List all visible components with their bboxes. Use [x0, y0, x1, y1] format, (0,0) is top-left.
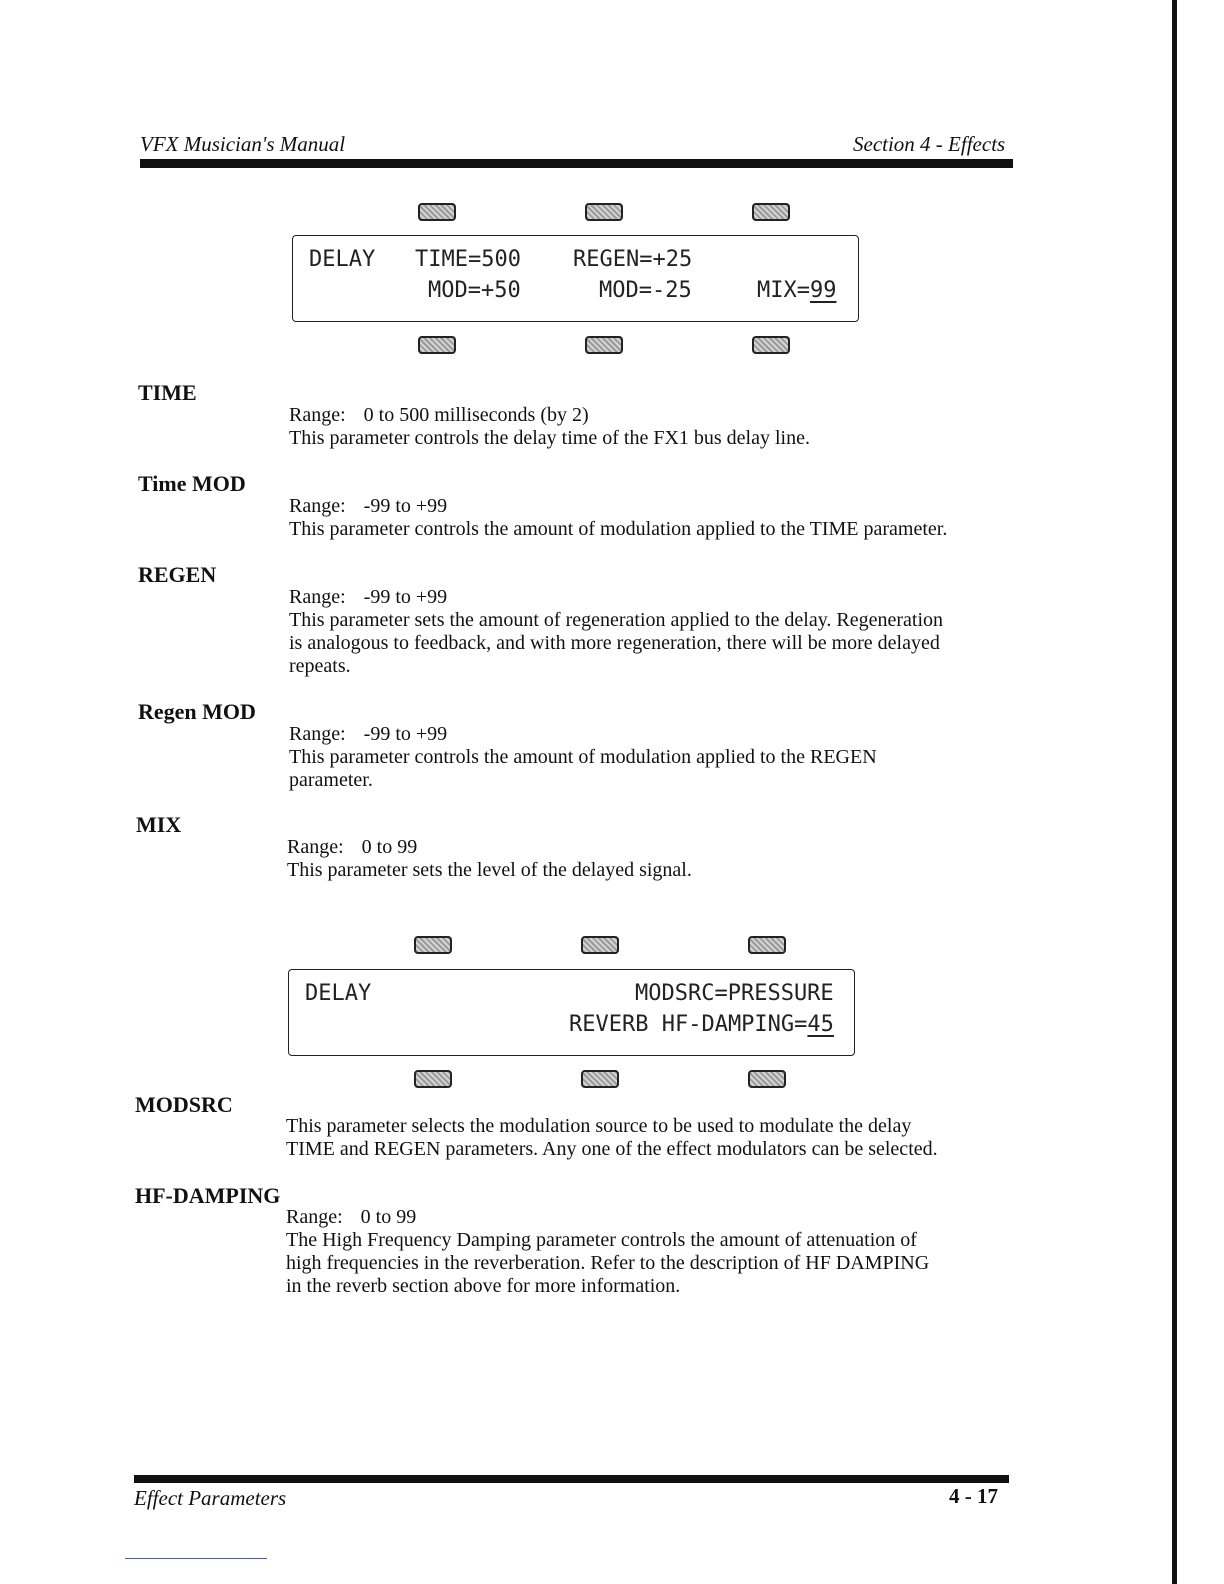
param-term-modsrc: MODSRC [135, 1092, 233, 1117]
desc-line: repeats. [289, 655, 351, 677]
soft-key-top-2[interactable] [585, 203, 623, 221]
param-desc-time [289, 404, 1019, 450]
lcd-display-delay-1 [292, 235, 859, 322]
lcd-display-delay-2 [288, 969, 855, 1056]
soft-key-top-1[interactable] [418, 203, 456, 221]
param-desc-time-mod [289, 495, 1019, 541]
footer-chapter: Effect Parameters [134, 1486, 287, 1510]
soft-key-top-3[interactable] [752, 203, 790, 221]
lcd-mix-value: 99 [809, 278, 837, 303]
desc-line: This parameter controls the amount of modulation applied to the TIME parameter. [289, 518, 948, 540]
header-rule [140, 159, 1013, 168]
range-label: Range: [289, 723, 346, 745]
desc-line: This parameter selects the modulation source to be used to modulate the delay [286, 1115, 912, 1137]
desc-line: parameter. [289, 769, 373, 791]
page-number: 4 - 17 [949, 1484, 998, 1508]
range-value: -99 to +99 [363, 723, 448, 745]
range-value: 0 to 99 [361, 836, 418, 858]
soft-key-top-1b[interactable] [414, 936, 452, 954]
desc-line: This parameter controls the delay time of the FX1 bus delay line. [289, 427, 810, 449]
param-desc-mix [287, 836, 1017, 882]
desc-line: The High Frequency Damping parameter controls the amount of attenuation of [286, 1229, 917, 1251]
desc-line: This parameter sets the level of the delayed signal. [287, 859, 692, 881]
soft-key-top-3b[interactable] [748, 936, 786, 954]
range-label: Range: [286, 1206, 343, 1228]
soft-key-bottom-3b[interactable] [748, 1070, 786, 1088]
soft-key-bottom-2[interactable] [585, 336, 623, 354]
range-value: -99 to +99 [363, 495, 448, 517]
lcd-mix [757, 278, 836, 303]
param-desc-modsrc [286, 1115, 1016, 1161]
lcd-regen-mod: MOD=-25 [599, 278, 692, 303]
param-term-hf-damping: HF-DAMPING [135, 1183, 281, 1208]
lcd-hf-damping [569, 1012, 834, 1037]
range-label: Range: [289, 404, 346, 426]
desc-line: high frequencies in the reverberation. Refer to the description of HF DAMPING [286, 1252, 930, 1274]
range-value: 0 to 500 milliseconds (by 2) [363, 404, 589, 426]
soft-key-bottom-3[interactable] [752, 336, 790, 354]
footer-rule [134, 1475, 1009, 1483]
param-term-mix: MIX [136, 812, 182, 837]
lcd-effect-name: DELAY [309, 247, 376, 272]
soft-key-top-2b[interactable] [581, 936, 619, 954]
manual-title: VFX Musician's Manual [140, 132, 346, 156]
lcd-mix-label: MIX= [757, 278, 810, 303]
desc-line: This parameter controls the amount of modulation applied to the REGEN [289, 746, 877, 768]
lcd-hf-value: 45 [807, 1012, 834, 1037]
range-value: 0 to 99 [360, 1206, 417, 1228]
param-desc-hf-damping [286, 1206, 1016, 1298]
param-term-time-mod: Time MOD [138, 471, 246, 496]
soft-key-bottom-1[interactable] [418, 336, 456, 354]
desc-line: is analogous to feedback, and with more regeneration, there will be more delayed [289, 632, 940, 654]
footer-link-underline [125, 1558, 267, 1559]
page-edge-bar [1172, 0, 1177, 1584]
lcd-modsrc: MODSRC=PRESSURE [635, 981, 834, 1006]
lcd-time-mod: MOD=+50 [428, 278, 521, 303]
lcd-regen: REGEN=+25 [573, 247, 693, 272]
soft-key-bottom-2b[interactable] [581, 1070, 619, 1088]
param-desc-regen [289, 586, 1019, 678]
desc-line: This parameter sets the amount of regeneration applied to the delay. Regeneration [289, 609, 944, 631]
param-desc-regen-mod [289, 723, 1019, 792]
lcd-effect-name: DELAY [305, 981, 372, 1006]
lcd-hf-label: REVERB HF-DAMPING= [569, 1012, 808, 1037]
param-term-regen-mod: Regen MOD [138, 699, 256, 724]
range-label: Range: [289, 495, 346, 517]
range-label: Range: [287, 836, 344, 858]
param-term-regen: REGEN [138, 562, 217, 587]
desc-line: TIME and REGEN parameters. Any one of the effect modulators can be selected. [286, 1138, 938, 1160]
range-value: -99 to +99 [363, 586, 448, 608]
param-term-time: TIME [138, 380, 197, 405]
range-label: Range: [289, 586, 346, 608]
desc-line: in the reverb section above for more information. [286, 1275, 681, 1297]
soft-key-bottom-1b[interactable] [414, 1070, 452, 1088]
section-title: Section 4 - Effects [853, 132, 1006, 156]
lcd-time: TIME=500 [415, 247, 521, 272]
